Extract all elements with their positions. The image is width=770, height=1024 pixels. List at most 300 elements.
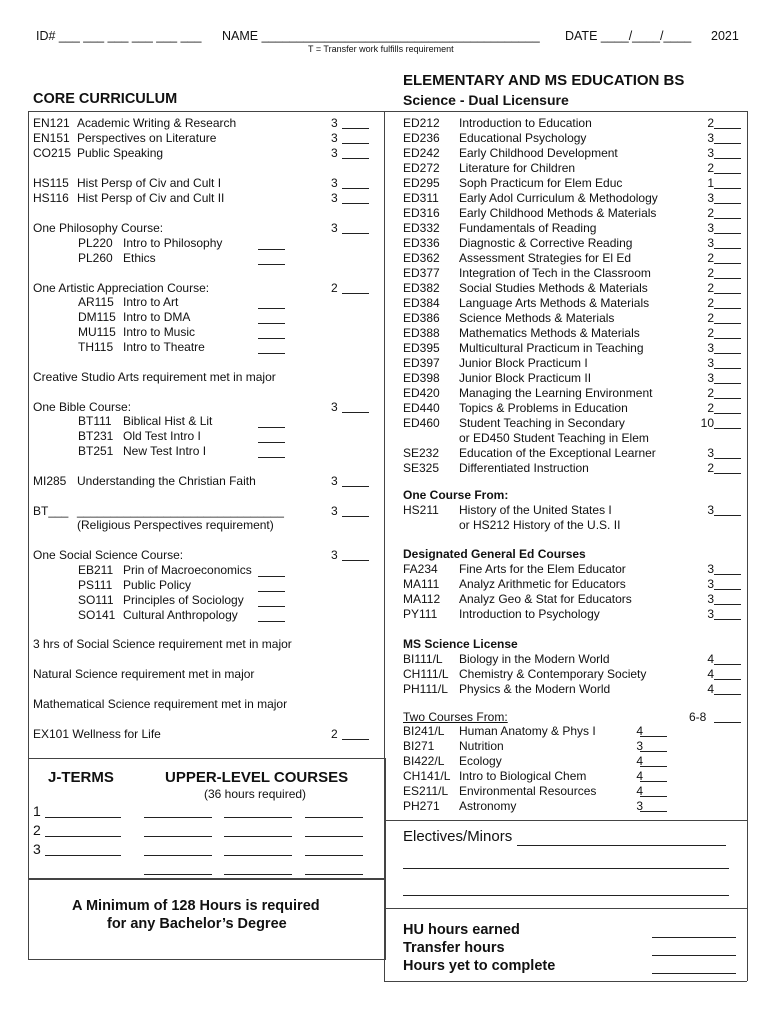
course-title: Social Studies Methods & Materials (459, 281, 648, 295)
option-blank[interactable] (258, 308, 285, 309)
course-title: Chemistry & Contemporary Society (459, 667, 647, 681)
two-courses-header (403, 710, 748, 725)
jterms-title: J-TERMS (48, 769, 114, 786)
course-hours: 2 (707, 281, 714, 295)
hours-blank[interactable] (714, 473, 741, 474)
hours-blank[interactable] (714, 218, 741, 219)
program-course-row (403, 769, 748, 784)
course-code: BI241/L (403, 724, 445, 738)
frame-left (28, 111, 29, 758)
hours-blank[interactable] (640, 781, 667, 782)
hours-blank[interactable] (714, 604, 741, 605)
course-title: Fundamentals of Reading (459, 221, 597, 235)
program-course-row (403, 577, 748, 592)
date-field[interactable]: DATE ____/____/____ (565, 29, 692, 43)
hours-blank[interactable] (342, 143, 369, 144)
hours-blank[interactable] (714, 128, 741, 129)
course-hours: 2 (331, 281, 338, 295)
program-course-row (403, 131, 748, 146)
option-course-row (78, 325, 298, 340)
hours-blank[interactable] (714, 233, 741, 234)
course-title: Diagnostic & Corrective Reading (459, 236, 633, 250)
course-title: Old Test Intro I (123, 429, 201, 443)
label-text: One Bible Course: (33, 400, 132, 414)
option-blank[interactable] (258, 323, 285, 324)
hours-blank[interactable] (714, 428, 741, 429)
core-course-row (33, 146, 378, 161)
course-code: BI271 (403, 739, 435, 753)
course-code: ED384 (403, 296, 440, 310)
course-title: Prin of Macroeconomics (123, 563, 252, 577)
hours-blank[interactable] (640, 766, 667, 767)
hours-blank[interactable] (640, 751, 667, 752)
hours-blank[interactable] (714, 664, 741, 665)
total-label: Hours yet to complete (403, 958, 556, 974)
option-blank[interactable] (258, 591, 285, 592)
id-field[interactable]: ID# ___ ___ ___ ___ ___ ___ (36, 29, 202, 43)
option-course-row (78, 608, 298, 623)
bible-label (33, 400, 378, 415)
bt-blank[interactable]: _______________________________ (77, 504, 284, 518)
program-course-row (403, 416, 748, 431)
jterm-row (33, 841, 133, 856)
electives-top (384, 820, 747, 821)
program-title: ELEMENTARY AND MS EDUCATION BS (403, 72, 685, 89)
course-hours: 4 (707, 667, 714, 681)
course-code: ED420 (403, 386, 440, 400)
label-text: One Artistic Appreciation Course: (33, 281, 210, 295)
core-curriculum-title: CORE CURRICULUM (33, 91, 178, 107)
hours-blank[interactable] (714, 203, 741, 204)
total-label: HU hours earned (403, 922, 520, 938)
option-course-row (78, 295, 298, 310)
hours-blank[interactable] (342, 203, 369, 204)
program-course-row (403, 176, 748, 191)
course-code: ED440 (403, 401, 440, 415)
course-code: CO215 (33, 146, 72, 160)
option-course-row (78, 578, 298, 593)
course-title: Academic Writing & Research (77, 116, 237, 130)
course-code: PY111 (403, 607, 438, 621)
hours-blank[interactable] (714, 413, 741, 414)
option-course-row (78, 593, 298, 608)
option-course-row (78, 340, 298, 355)
course-hours: 10 (700, 416, 714, 430)
course-title: Principles of Sociology (123, 593, 244, 607)
option-blank[interactable] (258, 427, 285, 428)
program-course-row (403, 161, 748, 176)
course-hours: 2 (707, 326, 714, 340)
course-hours: 3 (707, 191, 714, 205)
option-blank[interactable] (258, 442, 285, 443)
hours-blank[interactable] (714, 143, 741, 144)
upper-level-title: UPPER-LEVEL COURSES (165, 769, 349, 786)
jterm-number: 2 (33, 822, 41, 838)
jterm-blank[interactable] (45, 817, 121, 818)
course-title: Intro to Biological Chem (459, 769, 587, 783)
course-code: BT231 (78, 429, 114, 443)
hours-blank[interactable] (714, 574, 741, 575)
course-hours: 3 (707, 446, 714, 460)
program-course-row (403, 799, 748, 814)
hours-blank[interactable] (714, 158, 741, 159)
course-code: MA112 (403, 592, 441, 606)
course-title: or HS212 History of the U.S. II (459, 518, 621, 532)
course-title: Intro to Theatre (123, 340, 205, 354)
course-hours: 2 (707, 311, 714, 325)
course-code: ED212 (403, 116, 440, 130)
upper-level-blank[interactable] (144, 874, 212, 875)
course-code: HS115 (33, 176, 69, 190)
course-hours: 3 (707, 371, 714, 385)
upper-level-blank[interactable] (144, 817, 212, 818)
course-code: BT111 (78, 414, 112, 428)
option-blank[interactable] (258, 576, 285, 577)
hours-blank[interactable] (342, 412, 369, 413)
course-code: ED311 (403, 191, 439, 205)
hours-blank[interactable] (714, 722, 741, 723)
program-course-row (403, 562, 748, 577)
course-hours: 3 (707, 592, 714, 606)
course-title: Science Methods & Materials (459, 311, 615, 325)
program-course-row (403, 401, 748, 416)
ex101-row (33, 727, 378, 742)
jterm-blank[interactable] (45, 855, 121, 856)
option-blank[interactable] (258, 606, 285, 607)
course-title: Junior Block Practicum I (459, 356, 588, 370)
bt-row (33, 504, 378, 519)
course-code: CH141/L (403, 769, 451, 783)
hours-blank[interactable] (714, 248, 741, 249)
course-title: Managing the Learning Environment (459, 386, 653, 400)
program-course-row (403, 592, 748, 607)
upper-level-blank[interactable] (224, 836, 292, 837)
jterm-number: 1 (33, 803, 41, 819)
course-code: ED382 (403, 281, 440, 295)
option-blank[interactable] (258, 621, 285, 622)
program-course-row (403, 607, 748, 622)
course-title: History of the United States I (459, 503, 612, 517)
hours-blank[interactable] (342, 516, 369, 517)
course-hours: 2 (707, 461, 714, 475)
program-course-row (403, 326, 748, 341)
option-blank[interactable] (258, 353, 285, 354)
requirement-note (33, 667, 378, 682)
course-hours: 3 (331, 191, 338, 205)
program-course-row (403, 446, 748, 461)
course-code: AR115 (78, 295, 114, 309)
course-hours: 3 (707, 503, 714, 517)
course-hours: 2 (707, 386, 714, 400)
course-hours: 4 (636, 769, 643, 783)
course-title: Topics & Problems in Education (459, 401, 628, 415)
course-title: Assessment Strategies for El Ed (459, 251, 632, 265)
program-course-row (403, 251, 748, 266)
course-hours: 3 (331, 504, 338, 518)
upper-level-subtitle: (36 hours required) (204, 787, 307, 801)
jterm-row (33, 803, 133, 818)
program-course-row (403, 116, 748, 131)
course-title: Intro to DMA (123, 310, 191, 324)
course-code: CH111/L (403, 667, 449, 681)
course-title: Biology in the Modern World (459, 652, 610, 666)
hours-blank[interactable] (714, 308, 741, 309)
hours-blank[interactable] (714, 368, 741, 369)
label-text: One Philosophy Course: (33, 221, 164, 235)
option-blank[interactable] (258, 338, 285, 339)
course-title: Integration of Tech in the Classroom (459, 266, 651, 280)
program-course-row (403, 356, 748, 371)
course-title: Early Childhood Development (459, 146, 618, 160)
frame-top (28, 111, 747, 112)
year: 2021 (711, 29, 739, 43)
course-title: Analyz Geo & Stat for Educators (459, 592, 632, 606)
hours-blank[interactable] (714, 383, 741, 384)
total-blank[interactable] (652, 937, 736, 938)
course-code: MA111 (403, 577, 440, 591)
course-title: Human Anatomy & Phys I (459, 724, 596, 738)
course-hours: 4 (707, 652, 714, 666)
course-code: ED395 (403, 341, 440, 355)
hours-blank[interactable] (342, 158, 369, 159)
electives-label: Electives/Minors (403, 828, 513, 845)
hours-blank[interactable] (342, 486, 369, 487)
hours-blank[interactable] (342, 188, 369, 189)
jterm-number: 3 (33, 841, 41, 857)
course-title: Hist Persp of Civ and Cult II (77, 191, 225, 205)
course-code: PL220 (78, 236, 113, 250)
option-blank[interactable] (258, 249, 285, 250)
program-course-row (403, 754, 748, 769)
label-text: Creative Studio Arts requirement met in major (33, 370, 276, 384)
course-code: ED386 (403, 311, 440, 325)
hours-blank[interactable] (640, 811, 667, 812)
hours-blank[interactable] (714, 263, 741, 264)
program-course-row (403, 739, 748, 754)
program-course-row (403, 221, 748, 236)
option-blank[interactable] (258, 264, 285, 265)
option-course-row (78, 414, 298, 429)
course-code: ED295 (403, 176, 440, 190)
course-hours: 3 (707, 562, 714, 576)
course-title: Fine Arts for the Elem Educator (459, 562, 626, 576)
hours-blank[interactable] (342, 233, 369, 234)
one-course-title: One Course From: (403, 488, 509, 502)
course-code: FA234 (403, 562, 438, 576)
course-code: MU115 (78, 325, 116, 339)
name-field[interactable]: NAME ________________________________________ (222, 29, 540, 43)
hours-blank[interactable] (714, 619, 741, 620)
course-hours: 3 (636, 799, 643, 813)
total-blank[interactable] (652, 973, 736, 974)
course-hours: 3 (707, 577, 714, 591)
course-hours: 3 (707, 607, 714, 621)
course-hours: 3 (707, 221, 714, 235)
course-hours: 3 (331, 474, 338, 488)
upper-level-blank[interactable] (305, 836, 363, 837)
course-hours: 3 (331, 116, 338, 130)
upper-level-blank[interactable] (305, 817, 363, 818)
total-blank[interactable] (652, 955, 736, 956)
course-hours: 1 (707, 176, 714, 190)
program-course-row (403, 206, 748, 221)
upper-level-blank[interactable] (305, 874, 363, 875)
requirement-note (33, 637, 378, 652)
course-title: Nutrition (459, 739, 504, 753)
hours-blank[interactable] (714, 173, 741, 174)
course-code: PH111/L (403, 682, 448, 696)
course-hours: 3 (707, 341, 714, 355)
hours-blank[interactable] (714, 188, 741, 189)
course-hours: 3 (707, 236, 714, 250)
gen-ed-title: Designated General Ed Courses (403, 547, 586, 561)
hours-blank[interactable] (714, 515, 741, 516)
course-code: MI285 (33, 474, 67, 488)
hours-blank[interactable] (714, 278, 741, 279)
course-title: Intro to Art (123, 295, 179, 309)
hours-blank[interactable] (714, 353, 741, 354)
course-title: Educational Psychology (459, 131, 587, 145)
hours-blank[interactable] (714, 679, 741, 680)
course-title: New Test Intro I (123, 444, 207, 458)
program-course-row (403, 518, 748, 533)
hours-blank[interactable] (640, 796, 667, 797)
min-hours-line1: A Minimum of 128 Hours is required (72, 898, 320, 914)
upper-level-blank[interactable] (224, 855, 292, 856)
course-title: Early Adol Curriculum & Methodology (459, 191, 658, 205)
course-title: or ED450 Student Teaching in Elem (459, 431, 649, 445)
program-course-row (403, 281, 748, 296)
course-code: ED242 (403, 146, 440, 160)
label-text: Mathematical Science requirement met in major (33, 697, 288, 711)
upper-level-blank[interactable] (224, 817, 292, 818)
course-title: Ethics (123, 251, 156, 265)
course-hours: 3 (331, 131, 338, 145)
upper-level-blank[interactable] (305, 855, 363, 856)
course-code: SE232 (403, 446, 440, 460)
course-hours: 3 (331, 176, 338, 190)
program-subtitle: Science - Dual Licensure (403, 92, 569, 108)
course-code: EN151 (33, 131, 70, 145)
course-title: Perspectives on Literature (77, 131, 217, 145)
course-title: Education of the Exceptional Learner (459, 446, 656, 460)
label-text: Natural Science requirement met in major (33, 667, 255, 681)
course-hours: 2 (707, 266, 714, 280)
course-title: Multicultural Practicum in Teaching (459, 341, 644, 355)
hours-blank[interactable] (342, 128, 369, 129)
jterm-row (33, 822, 133, 837)
course-code: EN121 (33, 116, 70, 130)
course-hours: 2 (707, 251, 714, 265)
option-course-row (78, 236, 298, 251)
hours-blank[interactable] (714, 338, 741, 339)
course-title: Language Arts Methods & Materials (459, 296, 650, 310)
course-title: Ecology (459, 754, 502, 768)
hours-blank[interactable] (342, 560, 369, 561)
hours-blank[interactable] (714, 589, 741, 590)
upper-level-blank[interactable] (144, 836, 212, 837)
option-course-row (78, 563, 298, 578)
program-course-row (403, 667, 748, 682)
social-science-label (33, 548, 378, 563)
core-course-row (33, 116, 378, 131)
program-course-row (403, 784, 748, 799)
course-code: HS211 (403, 503, 439, 517)
hours-blank[interactable] (342, 293, 369, 294)
course-hours: 4 (636, 724, 643, 738)
hours-blank[interactable] (714, 398, 741, 399)
course-code: SO141 (78, 608, 116, 622)
hours-blank[interactable] (714, 458, 741, 459)
course-title: Mathematics Methods & Materials (459, 326, 640, 340)
course-hours: 2 (331, 727, 338, 741)
hours-blank[interactable] (640, 736, 667, 737)
course-code: ED398 (403, 371, 440, 385)
core-course-row (33, 474, 378, 489)
hours-blank[interactable] (714, 694, 741, 695)
two-courses-title: Two Courses From: (403, 710, 508, 724)
core-course-row (33, 176, 378, 191)
course-code: TH115 (78, 340, 114, 354)
program-course-row (403, 236, 748, 251)
course-title: Intro to Music (123, 325, 196, 339)
course-code: ED377 (403, 266, 440, 280)
upper-level-blank[interactable] (224, 874, 292, 875)
course-title: Environmental Resources (459, 784, 597, 798)
core-course-row (33, 191, 378, 206)
course-hours: 2 (707, 401, 714, 415)
course-code: HS116 (33, 191, 69, 205)
course-code: ED397 (403, 356, 440, 370)
program-course-row (403, 296, 748, 311)
option-blank[interactable] (258, 457, 285, 458)
hours-blank[interactable] (342, 739, 369, 740)
option-course-row (78, 429, 298, 444)
course-code: ED272 (403, 161, 440, 175)
course-code: BT251 (78, 444, 114, 458)
course-hours: 2 (707, 161, 714, 175)
electives-blank-3[interactable] (403, 895, 729, 896)
course-title: Physics & the Modern World (459, 682, 611, 696)
option-course-row (78, 310, 298, 325)
course-hours: 3 (707, 146, 714, 160)
core-course-row (33, 131, 378, 146)
min-hours-line2: for any Bachelor’s Degree (107, 916, 287, 932)
hours-blank[interactable] (714, 323, 741, 324)
course-code: BI422/L (403, 754, 445, 768)
course-hours: 3 (707, 131, 714, 145)
note-text: (Religious Perspectives requirement) (77, 518, 274, 532)
course-code: ED236 (403, 131, 440, 145)
electives-blank-1[interactable] (517, 845, 726, 846)
electives-blank-2[interactable] (403, 868, 729, 869)
course-code: ED460 (403, 416, 440, 430)
course-hours: 3 (331, 548, 338, 562)
course-code: ED388 (403, 326, 440, 340)
program-course-row (403, 191, 748, 206)
upper-level-blank[interactable] (144, 855, 212, 856)
jterm-blank[interactable] (45, 836, 121, 837)
two-courses-hours: 6-8 (689, 710, 707, 724)
program-course-row (403, 146, 748, 161)
hours-blank[interactable] (714, 293, 741, 294)
program-course-row (403, 652, 748, 667)
course-hours: 2 (707, 296, 714, 310)
course-title: Early Childhood Methods & Materials (459, 206, 657, 220)
label-text: 3 hrs of Social Science requirement met in major (33, 637, 292, 651)
transfer-note: T = Transfer work fulfills requirement (308, 44, 454, 54)
course-hours: 4 (707, 682, 714, 696)
